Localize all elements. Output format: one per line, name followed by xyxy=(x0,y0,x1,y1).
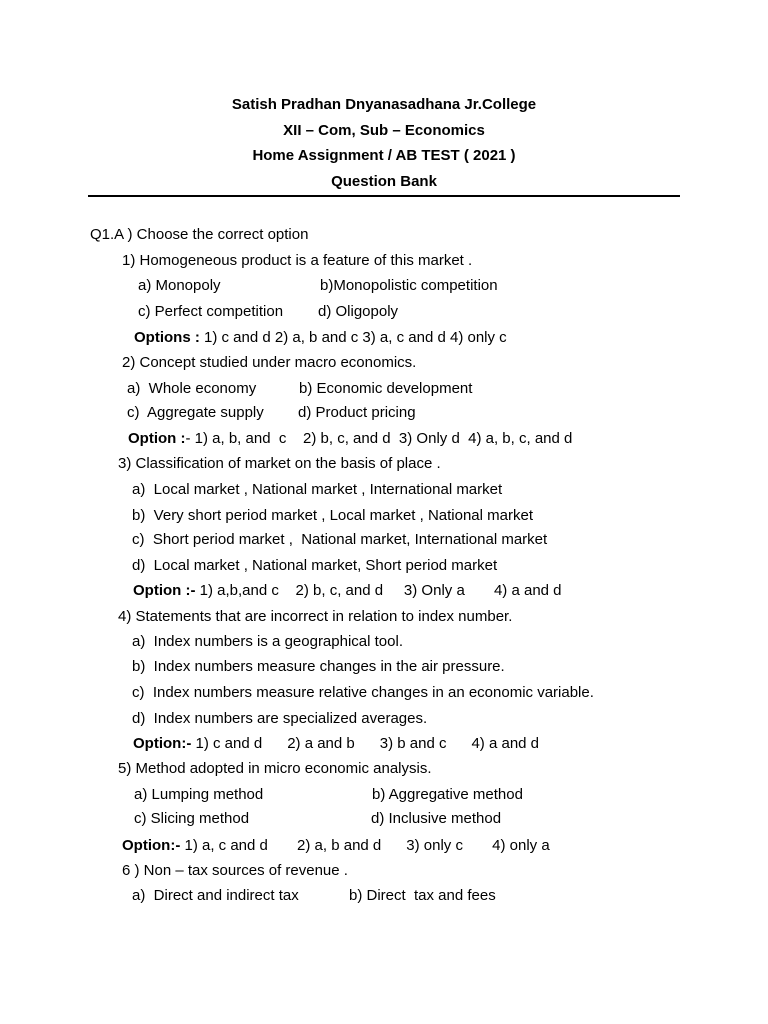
section-heading: Q1.A ) Choose the correct option xyxy=(90,226,309,243)
question-1-stem: 1) Homogeneous product is a feature of this market . xyxy=(122,252,473,269)
question-2-option-a: a) Whole economy xyxy=(127,380,257,397)
question-1-option-a: a) Monopoly xyxy=(138,277,221,294)
question-1-option-c: c) Perfect competition xyxy=(138,303,284,320)
question-4-item-d: d) Index numbers are specialized averages. xyxy=(132,710,428,727)
question-1-option-d: d) Oligopoly xyxy=(318,303,399,320)
class-subject: XII – Com, Sub – Economics xyxy=(283,121,485,139)
question-5-option-d: d) Inclusive method xyxy=(371,810,502,827)
answer-text: 1) a, c and d 2) a, b and d 3) only c 4) only a xyxy=(180,837,550,854)
question-2-option-c: c) Aggregate supply xyxy=(127,404,264,421)
question-3-item-a: a) Local market , National market , International market xyxy=(132,481,503,498)
question-2-stem: 2) Concept studied under macro economics. xyxy=(122,354,417,371)
question-6-option-b: b) Direct tax and fees xyxy=(349,887,496,904)
header-divider xyxy=(88,195,680,197)
answer-text: 1) c and d 2) a and b 3) b and c 4) a and d xyxy=(191,735,540,752)
answer-label: Option :- xyxy=(133,582,196,599)
question-2-option-b: b) Economic development xyxy=(299,380,473,397)
question-1-answer-options xyxy=(134,329,507,347)
question-4-answer-options xyxy=(133,735,539,753)
answer-text: 1) c and d 2) a, b and c 3) a, c and d 4) only c xyxy=(199,329,507,346)
question-3-answer-options xyxy=(133,582,562,600)
question-4-item-c: c) Index numbers measure relative changes in an economic variable. xyxy=(132,684,594,701)
question-6-option-a: a) Direct and indirect tax xyxy=(132,887,299,904)
question-3-stem: 3) Classification of market on the basis of place . xyxy=(118,455,441,472)
question-2-answer-options xyxy=(128,430,572,448)
question-4-item-a: a) Index numbers is a geographical tool. xyxy=(132,633,403,650)
answer-label: Option:- xyxy=(133,735,192,752)
assignment-title: Home Assignment / AB TEST ( 2021 ) xyxy=(252,147,516,165)
question-1-option-b: b)Monopolistic competition xyxy=(320,277,498,294)
question-2-option-d: d) Product pricing xyxy=(298,404,416,421)
college-name: Satish Pradhan Dnyanasadhana Jr.College xyxy=(231,96,537,113)
question-5-option-a: a) Lumping method xyxy=(134,786,264,803)
question-5-option-b: b) Aggregative method xyxy=(372,786,523,803)
question-3-item-b: b) Very short period market , Local market , National market xyxy=(132,507,533,524)
document-header xyxy=(0,92,768,195)
question-5-option-c: c) Slicing method xyxy=(134,810,250,827)
answer-text: - 1) a, b, and c 2) b, c, and d 3) Only d 4) a, b, c, and d xyxy=(185,430,573,447)
answer-text: 1) a,b,and c 2) b, c, and d 3) Only a 4) a and d xyxy=(195,582,562,599)
document-type: Question Bank xyxy=(331,173,437,191)
question-4-stem: 4) Statements that are incorrect in relation to index number. xyxy=(118,608,513,625)
question-5-stem: 5) Method adopted in micro economic analysis. xyxy=(118,760,432,777)
answer-label: Option : xyxy=(128,430,186,447)
question-3-item-c: c) Short period market , National market, International market xyxy=(132,531,548,548)
question-3-item-d: d) Local market , National market, Short period market xyxy=(132,557,498,574)
answer-label: Options : xyxy=(134,329,200,346)
question-4-item-b: b) Index numbers measure changes in the air pressure. xyxy=(132,658,505,675)
question-5-answer-options xyxy=(122,837,550,855)
answer-label: Option:- xyxy=(122,837,181,854)
question-6-stem: 6 ) Non – tax sources of revenue . xyxy=(122,862,348,879)
